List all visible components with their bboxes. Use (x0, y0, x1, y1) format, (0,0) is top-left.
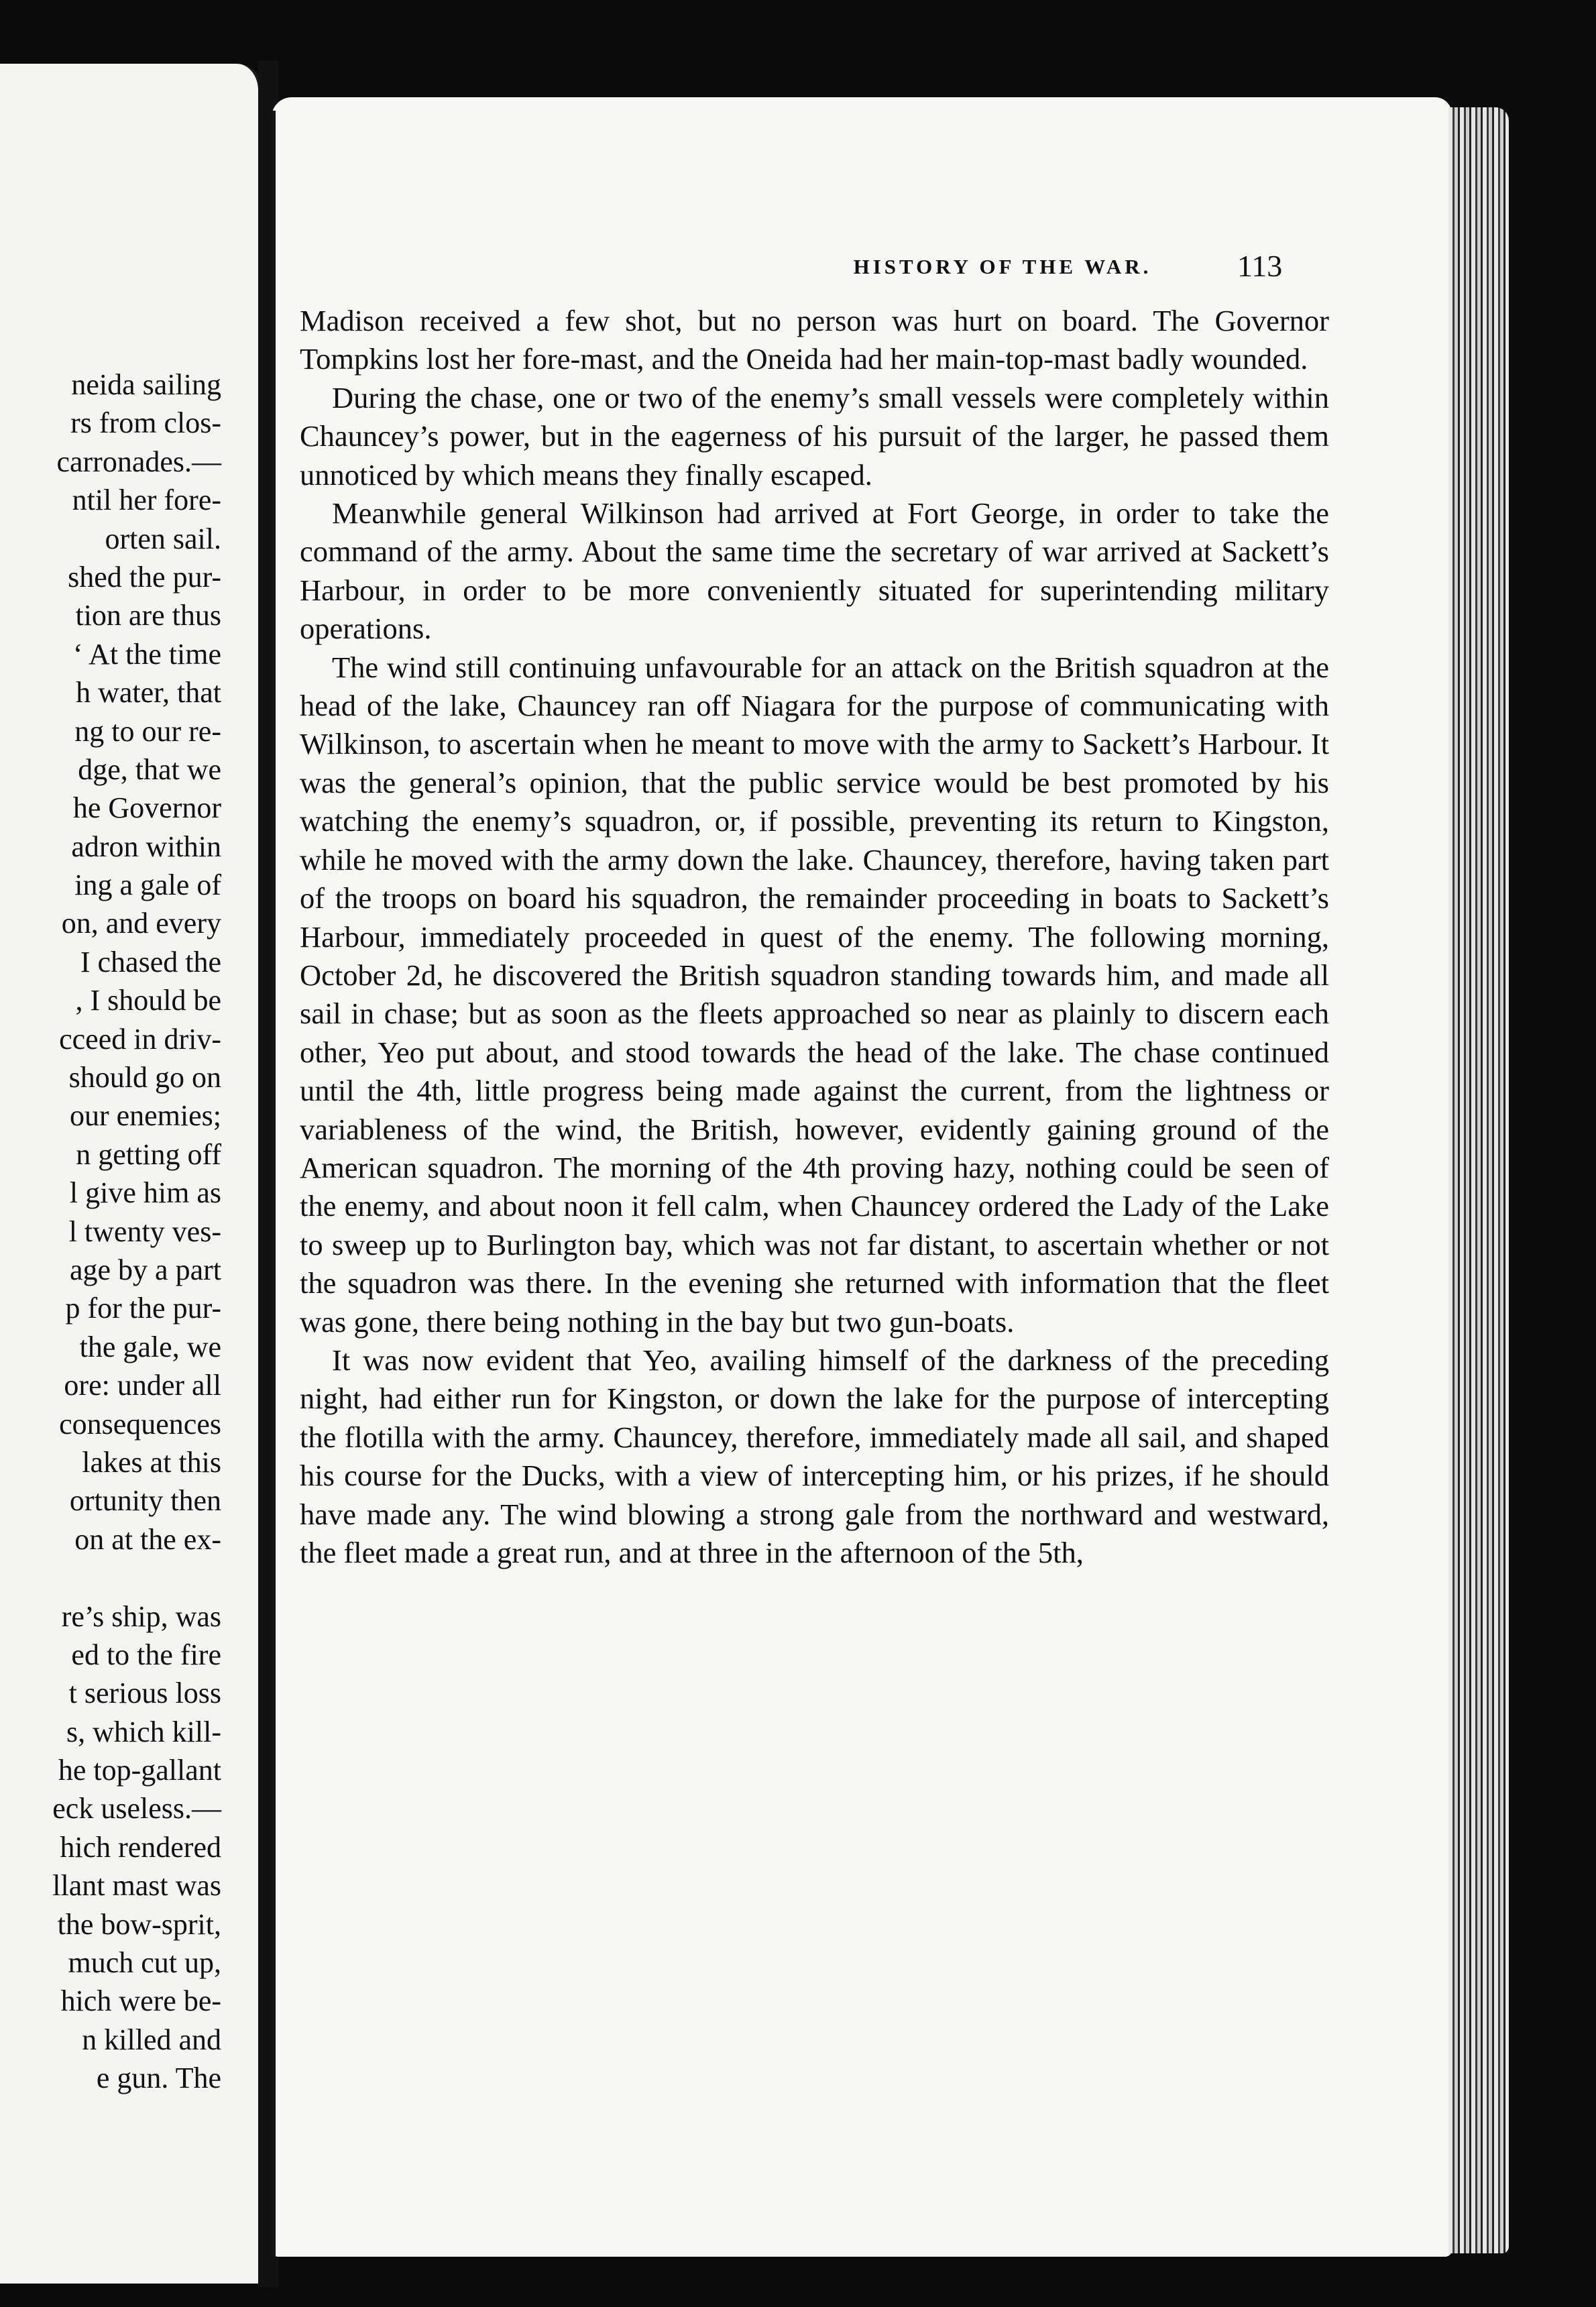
left-page-line: on at the ex- (74, 1522, 221, 1556)
left-page-line: orten sail. (105, 522, 221, 555)
left-page-line: tion are thus (75, 599, 221, 632)
left-page-line: e gun. The (96, 2062, 221, 2095)
left-page-line: age by a part (70, 1253, 221, 1286)
left-page (0, 64, 264, 2284)
left-page-line: adron within (71, 830, 221, 863)
paragraph: It was now evident that Yeo, availing himself of the darkness of the preceding night, had either run for Kingston, or down the lake for the purpose of intercepting the flotilla with the army. Chauncey, therefore, immediately made all sail, and shaped his course for the Ducks, with a view of intercepting him, or his prizes, if he should have made any. The wind blowing a strong gale from the northward and westward, the fleet made a great run, and at three in the afternoon of the 5th, (300, 1343, 1329, 1569)
left-page-line: consequences (59, 1407, 221, 1441)
left-page-line: p for the pur- (65, 1292, 221, 1325)
paragraph: Meanwhile general Wilkinson had arrived at Fort George, in order to take the command of the army. About the same time the secretary of war arrived at Sackett’s Harbour, in order to be more conveniently situated for superintending military operations. (300, 496, 1329, 646)
left-page-line: he Governor (72, 791, 221, 825)
left-page-line: ed to the fire (71, 1638, 221, 1671)
left-page-line: ntil her fore- (72, 484, 221, 517)
left-page-line: on, and every (61, 907, 221, 940)
page-edges (1448, 107, 1509, 2253)
left-page-line: much cut up, (68, 1946, 221, 1980)
left-page-line: eck useless.— (52, 1792, 221, 1825)
left-page-line: lakes at this (82, 1445, 221, 1479)
left-page-line: llant mast was (52, 1869, 221, 1903)
left-page-line: l give him as (69, 1176, 221, 1210)
left-page-line: I chased the (80, 945, 221, 978)
left-page-text (0, 365, 221, 2098)
left-page-line: ortunity then (69, 1484, 221, 1518)
body-text (300, 302, 1329, 1572)
page-number: 113 (1237, 249, 1283, 283)
left-page-line: ing a gale of (74, 868, 221, 902)
left-page-line: should go on (68, 1061, 221, 1094)
left-page-line: neida sailing (71, 368, 221, 401)
left-page-line: n killed and (82, 2023, 221, 2056)
left-page-line: h water, that (76, 676, 221, 710)
right-page (272, 97, 1452, 2257)
left-page-line: hich were be- (60, 1984, 221, 2018)
left-page-line (0, 1559, 221, 1597)
left-page-line: our enemies; (69, 1099, 221, 1133)
left-page-line: shed the pur- (68, 560, 221, 594)
left-page-line: the bow-sprit, (57, 1907, 221, 1941)
left-page-line: the gale, we (79, 1330, 221, 1363)
left-page-line: cceed in driv- (59, 1022, 221, 1056)
left-page-line: ‘ At the time (72, 637, 221, 671)
left-page-line: t serious loss (68, 1677, 221, 1710)
paragraph: During the chase, one or two of the enemy’s small vessels were completely within Chauncey’s power, but in the eagerness of his pursuit of the larger, he passed them unnoticed by which means they finally escaped. (300, 380, 1329, 492)
left-page-line: ng to our re- (74, 714, 221, 748)
paragraph: The wind still continuing unfavourable for an attack on the British squadron at the head of the lake, Chauncey ran off Niagara for the purpose of communicating with Wilkinson, to ascertain when he meant to move with the army to Sackett’s Harbour. It was the general’s opinion, that the public service would be best promoted by his watching the enemy’s squadron, or, if possible, preventing its return to Kingston, while he moved with the army down the lake. Chauncey, therefore, having taken part of the troops on board his squadron, the remainder proceeding in boats to Sackett’s Harbour, immediately proceeded in quest of the enemy. The following morning, October 2d, he discovered the British squadron standing towards him, and made all sail in chase; but as soon as the fleets approached so near as plainly to discern each other, Yeo put about, and stood towards the head of the lake. The chase continued until the 4th, little progress being made against the current, from the lightness or variableness of the wind, the British, however, evidently gaining ground of the American squadron. The morning of the 4th proving hazy, nothing could be seen of the enemy, and about noon it fell calm, when Chauncey ordered the Lady of the Lake to sweep up to Burlington bay, which was not far distant, to ascertain whether or not the squadron was there. In the evening she returned with information that the fleet was gone, there being nothing in the bay but two gun-boats. (300, 650, 1329, 1339)
paragraph: Madison received a few shot, but no person was hurt on board. The Governor Tompkins lost her fore-mast, and the Oneida had her main-top-mast badly wounded. (300, 304, 1329, 376)
left-page-line: n getting off (76, 1137, 221, 1171)
left-page-line: hich rendered (60, 1830, 221, 1864)
running-head: HISTORY OF THE WAR. (853, 255, 1152, 278)
left-page-line: carronades.— (56, 445, 221, 478)
left-page-line: re’s ship, was (61, 1599, 221, 1633)
left-page-line: s, which kill- (66, 1715, 221, 1748)
left-page-line: ore: under all (64, 1369, 221, 1402)
left-page-line: he top-gallant (58, 1754, 221, 1787)
left-page-line: rs from clos- (70, 406, 221, 440)
gutter-line (272, 111, 276, 2257)
left-page-line: , I should be (75, 984, 221, 1017)
left-page-line: l twenty ves- (68, 1215, 221, 1248)
left-page-line: dge, that we (78, 752, 221, 786)
